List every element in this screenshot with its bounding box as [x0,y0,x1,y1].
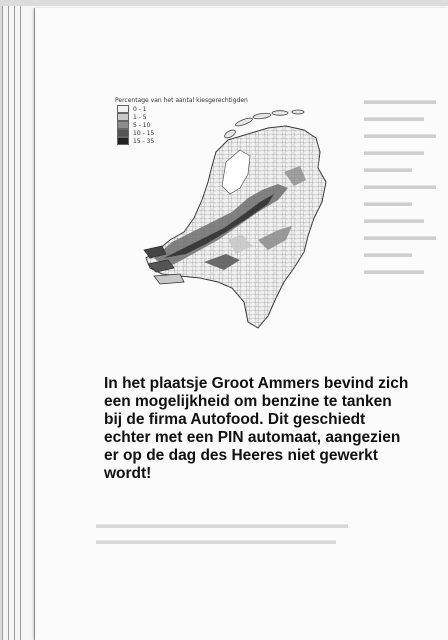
caption-line: een mogelijkheid om benzine te tanken [104,393,392,410]
bleed-through-text: ▬▬▬▬▬▬▬▬▬▬▬▬▬▬▬▬▬▬▬▬▬ ▬▬▬▬▬▬▬▬▬▬▬▬▬▬▬▬▬▬▬▬ [96,517,348,547]
legend-item [117,113,154,121]
legend-title: Percentage van het aantal kiesgerechtigden [115,97,248,104]
legend-swatch [117,121,129,129]
caption-line: bij de firma Autofood. Dit geschiedt [104,411,366,428]
legend-label: 10 - 15 [133,129,155,137]
legend-swatch [117,113,129,121]
legend-label: 1 - 5 [133,113,147,121]
legend-item [117,121,154,129]
legend-item [117,105,154,113]
legend-swatch [117,105,129,113]
legend-swatch [117,129,129,137]
bleed-through-text: ▬▬▬▬▬▬ ▬▬▬▬▬ ▬▬▬▬▬▬ ▬▬▬▬▬ ▬▬▬▬ ▬▬▬▬▬▬ ▬▬▬▬ ▬▬▬▬▬ ▬▬▬▬▬▬ ▬▬▬▬ ▬▬▬▬▬ [364,93,436,277]
legend-item [117,129,154,137]
legend-swatch [117,137,129,145]
legend-item [117,137,154,145]
legend-label: 0 - 1 [133,105,147,113]
map-legend [117,105,154,145]
legend-label: 15 - 35 [133,137,155,145]
caption-line: echter met een PIN automaat, aangezien [104,429,401,446]
legend-label: 5 - 10 [133,121,151,129]
caption-text [104,375,409,483]
caption-line: In het plaatsje Groot Ammers bevind zich [104,375,409,392]
caption-line: er op de dag des Heeres niet gewerkt [104,447,378,464]
caption-line: wordt! [104,465,152,482]
